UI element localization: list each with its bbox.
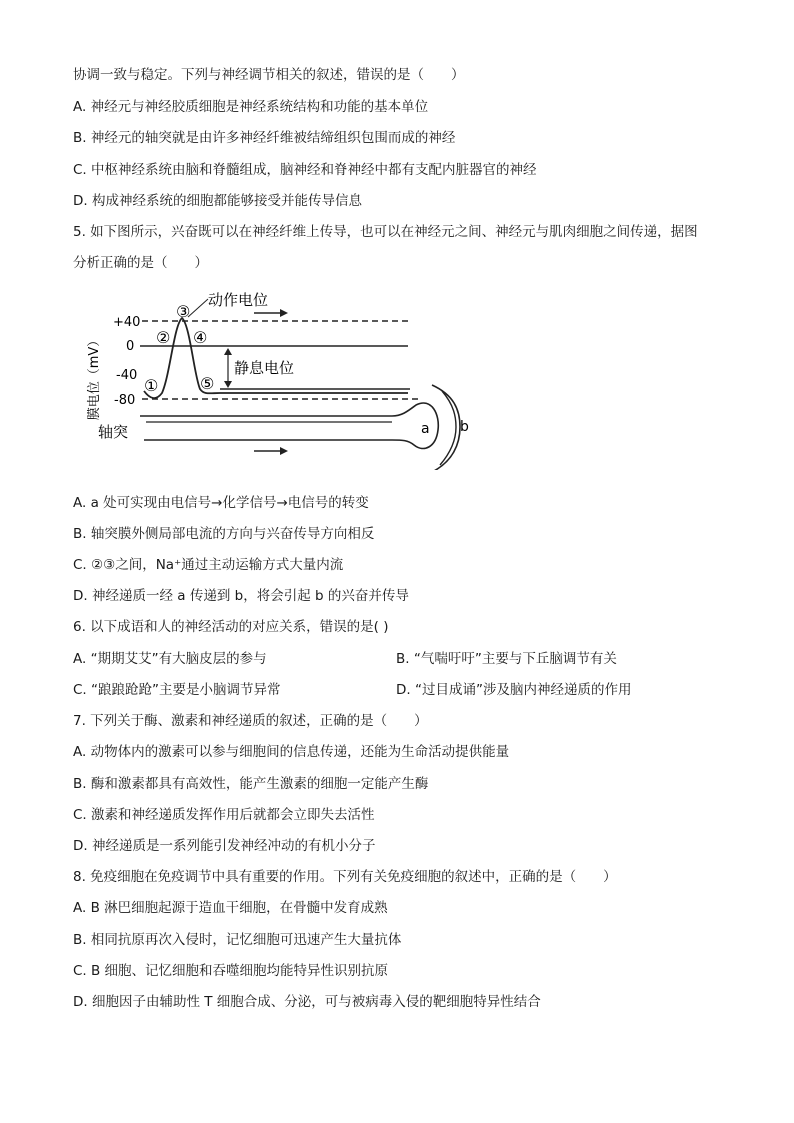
q5-option-b: B. 轴突膜外侧局部电流的方向与兴奋传导方向相反 [73, 526, 375, 542]
q8-option-d: D. 细胞因子由辅助性 T 细胞合成、分泌，可与被病毒入侵的靶细胞特异性结合 [73, 994, 541, 1010]
point-5: ⑤ [200, 374, 215, 393]
conduction-arrow-head [280, 447, 288, 455]
q5-option-c: C. ②③之间，Na⁺通过主动运输方式大量内流 [73, 557, 344, 573]
axon-outline [140, 403, 438, 448]
label-rest-potential: 静息电位 [234, 359, 295, 377]
q6-stem: 6. 以下成语和人的神经活动的对应关系，错误的是( ) [73, 619, 389, 635]
point-3: ③ [176, 302, 191, 321]
q8-option-c: C. B 细胞、记忆细胞和吞噬细胞均能特异性识别抗原 [73, 963, 389, 979]
q4-option-d: D. 构成神经系统的细胞都能够接受并能传导信息 [73, 193, 362, 209]
q5-option-d: D. 神经递质一经 a 传递到 b，将会引起 b 的兴奋并传导 [73, 588, 409, 604]
q4-option-a: A. 神经元与神经胶质细胞是神经系统结构和功能的基本单位 [73, 99, 429, 115]
q5-figure [80, 285, 480, 470]
tick-0: 0 [126, 339, 135, 354]
y-axis-label: 膜电位（mV） [87, 333, 102, 421]
q7-option-a: A. 动物体内的激素可以参与细胞间的信息传递，还能为生命活动提供能量 [73, 744, 510, 760]
rest-arrow-head-up [224, 348, 232, 355]
q5-stem-line2: 分析正确的是（ ） [73, 255, 208, 271]
label-axon: 轴突 [98, 423, 129, 441]
label-a: a [421, 421, 430, 437]
tick-plus40: +40 [113, 315, 141, 330]
tick-minus80: -80 [114, 393, 136, 408]
q5-option-a: A. a 处可实现由电信号→化学信号→电信号的转变 [73, 495, 369, 511]
q7-option-d: D. 神经递质是一系列能引发神经冲动的有机小分子 [73, 838, 376, 854]
q5-stem-line1: 5. 如下图所示，兴奋既可以在神经纤维上传导，也可以在神经元之间、神经元与肌肉细胞之间传递，据图 [73, 224, 698, 240]
q7-stem: 7. 下列关于酶、激素和神经递质的叙述，正确的是（ ） [73, 713, 428, 729]
q6-option-a: A. “期期艾艾”有大脑皮层的参与 [73, 651, 267, 667]
q4-stem: 协调一致与稳定。下列与神经调节相关的叙述，错误的是（ ） [73, 67, 465, 83]
q7-option-b: B. 酶和激素都具有高效性，能产生激素的细胞一定能产生酶 [73, 776, 429, 792]
q8-stem: 8. 免疫细胞在免疫调节中具有重要的作用。下列有关免疫细胞的叙述中，正确的是（ ） [73, 869, 617, 885]
tick-minus40: -40 [116, 368, 138, 383]
q7-option-c: C. 激素和神经递质发挥作用后就都会立即失去活性 [73, 807, 375, 823]
point-4: ④ [193, 328, 208, 347]
action-direction-arrow-head [280, 309, 288, 317]
action-label-pointer [188, 299, 208, 317]
rest-arrow-head-down [224, 381, 232, 388]
q8-option-b: B. 相同抗原再次入侵时，记忆细胞可迅速产生大量抗体 [73, 932, 402, 948]
point-1: ① [144, 376, 159, 395]
q4-option-c: C. 中枢神经系统由脑和脊髓组成，脑神经和脊神经中都有支配内脏器官的神经 [73, 162, 537, 178]
q6-option-b: B. “气喘吁吁”主要与下丘脑调节有关 [396, 651, 617, 667]
q8-option-a: A. B 淋巴细胞起源于造血干细胞，在骨髓中发育成熟 [73, 900, 388, 916]
q4-option-b: B. 神经元的轴突就是由许多神经纤维被结缔组织包围而成的神经 [73, 130, 456, 146]
point-2: ② [156, 328, 171, 347]
label-b: b [460, 419, 469, 435]
label-action-potential: 动作电位 [208, 291, 269, 309]
q6-option-c: C. “踉踉跄跄”主要是小脑调节异常 [73, 682, 281, 698]
q6-option-d: D. “过目成诵”涉及脑内神经递质的作用 [396, 682, 632, 698]
